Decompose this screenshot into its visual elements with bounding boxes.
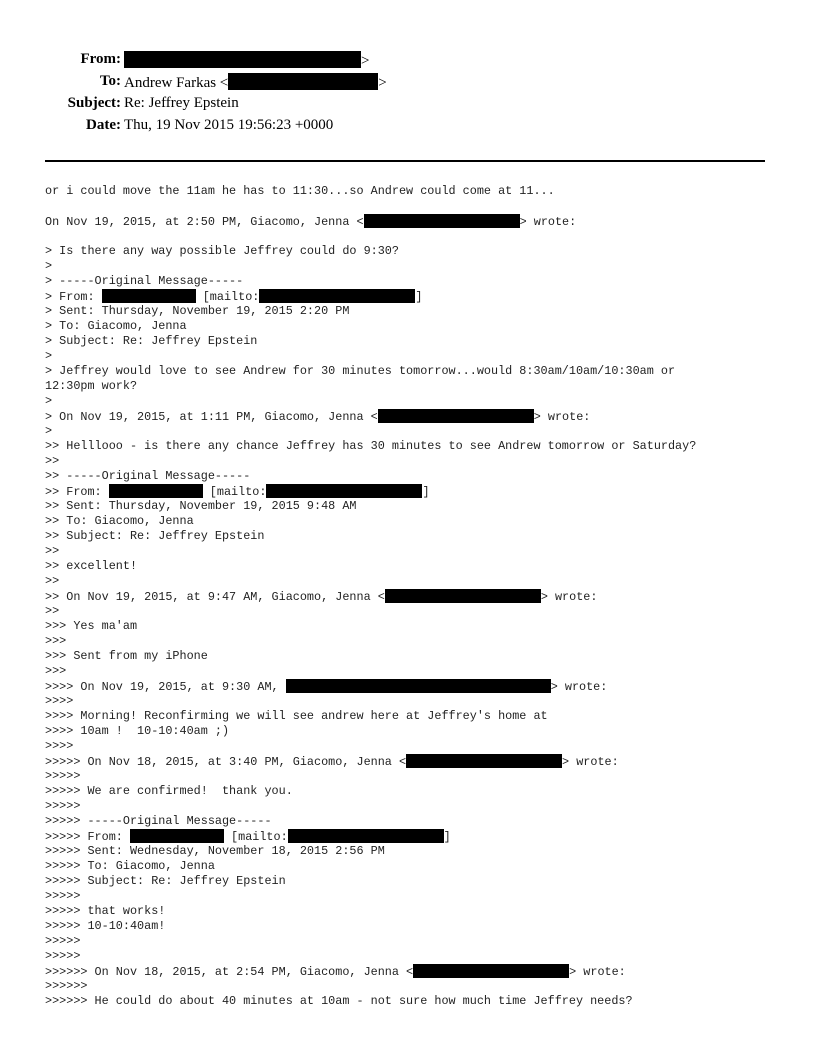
from-row [0, 51, 816, 71]
body-line: > On Nov 19, 2015, at 1:11 PM, Giacomo, Jenna < > wrote: [45, 410, 591, 424]
redaction-block [364, 214, 520, 228]
body-line: >>>>> From: [mailto: ] [45, 830, 451, 844]
body-line: >>>> Morning! Reconfirming we will see andrew here at Jeffrey's home at [45, 709, 548, 723]
body-line: >>>>> [45, 934, 81, 948]
body-line: > [45, 259, 53, 273]
redaction-block [286, 679, 551, 693]
body-line: > Jeffrey would love to see Andrew for 30 minutes tomorrow...would 8:30am/10am/10:30am or [45, 364, 676, 378]
body-line: >>>>> [45, 799, 81, 813]
body-line: > From: [mailto: ] [45, 290, 423, 304]
redaction-block [378, 409, 534, 423]
body-line: >>>>>> [45, 979, 88, 993]
body-line: >>>>> [45, 949, 81, 963]
body-line: >>>>> Sent: Wednesday, November 18, 2015 2:56 PM [45, 844, 385, 858]
subject-row [0, 95, 816, 115]
body-line: >>>>> On Nov 18, 2015, at 3:40 PM, Giacomo, Jenna < > wrote: [45, 755, 619, 769]
from-label: From: [80, 51, 121, 67]
subject-value: Re: Jeffrey Epstein [124, 95, 239, 111]
body-line: >>>> 10am ! 10-10:40am ;) [45, 724, 230, 738]
body-line: >>>> [45, 739, 74, 753]
date-label: Date: [86, 117, 121, 133]
body-line: > Subject: Re: Jeffrey Epstein [45, 334, 258, 348]
body-line: >> [45, 454, 60, 468]
body-line: >>> Sent from my iPhone [45, 649, 208, 663]
body-line: >> [45, 544, 60, 558]
redaction-block [228, 73, 378, 90]
body-line: On Nov 19, 2015, at 2:50 PM, Giacomo, Jenna < > wrote: [45, 215, 577, 229]
body-line [45, 199, 785, 214]
body-line: >> Subject: Re: Jeffrey Epstein [45, 529, 265, 543]
body-line: >>>>> [45, 889, 81, 903]
redaction-block [413, 964, 569, 978]
body-line: > Sent: Thursday, November 19, 2015 2:20 PM [45, 304, 350, 318]
body-line: >> From: [mailto: ] [45, 485, 430, 499]
body-line: >>>>> that works! [45, 904, 166, 918]
body-line: >> -----Original Message----- [45, 469, 251, 483]
to-label: To: [99, 73, 121, 89]
from-value: > [124, 51, 369, 70]
body-line: > To: Giacomo, Jenna [45, 319, 187, 333]
body-line: > Is there any way possible Jeffrey could do 9:30? [45, 244, 399, 258]
body-line: >>> [45, 634, 67, 648]
date-row [0, 117, 816, 137]
body-line: > [45, 394, 53, 408]
body-line: >>> Yes ma'am [45, 619, 138, 633]
redaction-block [266, 484, 422, 498]
body-line: > [45, 349, 53, 363]
body-line: >>>> [45, 694, 74, 708]
body-line: >>>>>> On Nov 18, 2015, at 2:54 PM, Giacomo, Jenna < > wrote: [45, 965, 626, 979]
body-line: >>>>>> He could do about 40 minutes at 10am - not sure how much time Jeffrey needs? [45, 994, 633, 1008]
body-line: >>>> On Nov 19, 2015, at 9:30 AM, > wrote: [45, 680, 608, 694]
body-line: >> Helllooo - is there any chance Jeffrey has 30 minutes to see Andrew tomorrow or Saturday? [45, 439, 697, 453]
body-line: >>>>> [45, 769, 81, 783]
body-line: >> Sent: Thursday, November 19, 2015 9:48 AM [45, 499, 357, 513]
redaction-block [259, 289, 415, 303]
body-line: >>>>> 10-10:40am! [45, 919, 166, 933]
body-line: or i could move the 11am he has to 11:30...so Andrew could come at 11... [45, 184, 555, 198]
subject-label: Subject: [67, 95, 121, 111]
to-value: Andrew Farkas < > [124, 75, 387, 91]
body-line [45, 229, 785, 244]
redaction-block [124, 51, 361, 68]
body-line: >>>>> To: Giacomo, Jenna [45, 859, 215, 873]
body-line: 12:30pm work? [45, 379, 138, 393]
redaction-block [288, 829, 444, 843]
body-line: > -----Original Message----- [45, 274, 244, 288]
redaction-block [406, 754, 562, 768]
redaction-block [130, 829, 224, 843]
body-line: >> [45, 604, 60, 618]
body-line: >>>>> We are confirmed! thank you. [45, 784, 293, 798]
body-line: >> [45, 574, 60, 588]
body-line: >> To: Giacomo, Jenna [45, 514, 194, 528]
body-line: >> excellent! [45, 559, 138, 573]
redaction-block [109, 484, 203, 498]
body-line: >>> [45, 664, 67, 678]
body-line: >> On Nov 19, 2015, at 9:47 AM, Giacomo, Jenna < > wrote: [45, 590, 598, 604]
date-value: Thu, 19 Nov 2015 19:56:23 +0000 [124, 117, 334, 133]
redaction-block [385, 589, 541, 603]
body-line: > [45, 424, 53, 438]
email-body [45, 184, 785, 1009]
redaction-block [102, 289, 196, 303]
to-row [0, 73, 816, 93]
header-divider [45, 160, 765, 162]
body-line: >>>>> -----Original Message----- [45, 814, 272, 828]
body-line: >>>>> Subject: Re: Jeffrey Epstein [45, 874, 286, 888]
